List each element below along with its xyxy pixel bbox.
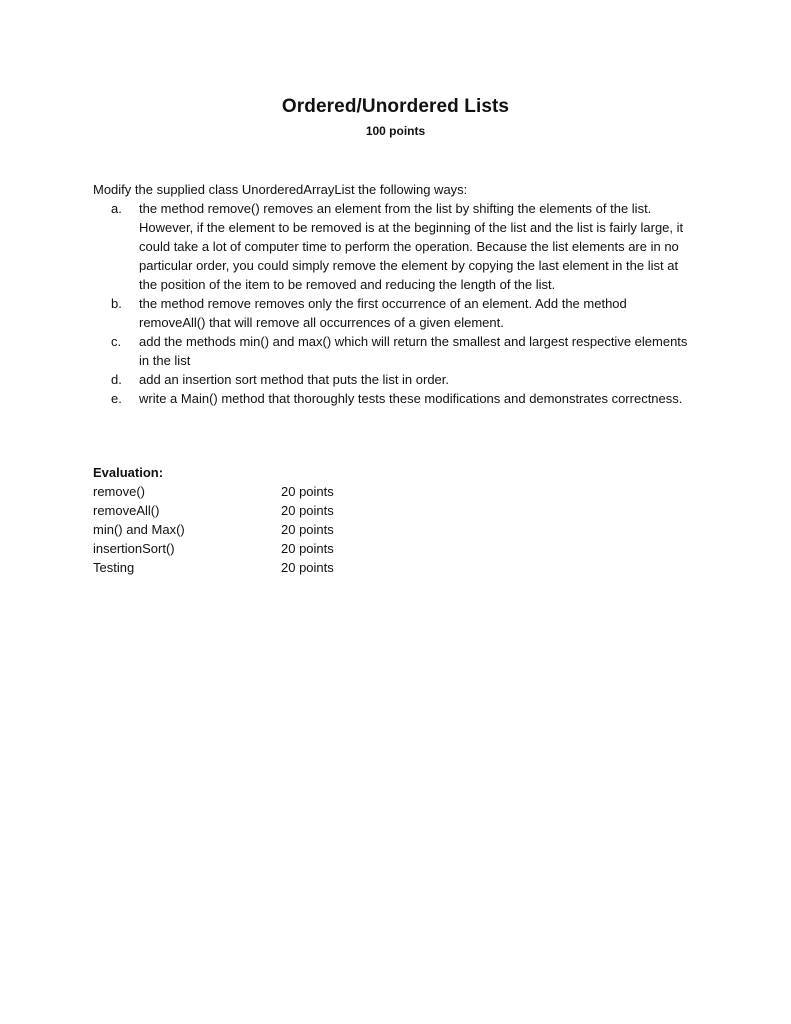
instruction-item-d [93,370,693,389]
instruction-item-b [93,294,693,332]
instructions-intro: Modify the supplied class UnorderedArrayList the following ways: [93,182,468,197]
evaluation-points: 20 points [281,503,334,518]
evaluation-label: Testing [93,560,135,575]
evaluation-table [93,482,413,577]
evaluation-points: 20 points [281,560,334,575]
evaluation-row-min-max [93,520,413,539]
document-subtitle: 100 points [365,124,426,138]
instruction-item-e [93,389,693,408]
instruction-text: add an insertion sort method that puts the list in order. [139,372,450,387]
instruction-text: the method remove() removes an element from the list by shifting the elements of the list. However, if the element to be removed is at the beginning of the list and the list is fairly large, it could take a lot of computer time to perform the operation. Because the list elements are in no particular order, you could simply remove the element by copying the last element in the list at the position of the item to be removed and reducing the length of the list. [139,201,684,292]
evaluation-label: removeAll() [93,503,160,518]
evaluation-points: 20 points [281,522,334,537]
evaluation-label: insertionSort() [93,541,175,556]
instruction-text: the method remove removes only the first occurrence of an element. Add the method removeAll() that will remove all occurrences of a given element. [139,296,627,330]
document-title: Ordered/Unordered Lists [281,96,510,117]
instruction-item-a [93,199,693,294]
evaluation-label: remove() [93,484,146,499]
evaluation-label: min() and Max() [93,522,185,537]
instruction-item-c [93,332,693,370]
instruction-marker: b. [111,296,122,311]
evaluation-row-remove [93,482,413,501]
evaluation-row-testing [93,558,413,577]
evaluation-points: 20 points [281,541,334,556]
evaluation-points: 20 points [281,484,334,499]
instruction-text: write a Main() method that thoroughly tests these modifications and demonstrates correctness. [139,391,683,406]
evaluation-row-insertion-sort [93,539,413,558]
evaluation-heading: Evaluation: [93,465,164,480]
instruction-marker: c. [111,334,122,349]
instruction-marker: e. [111,391,122,406]
instruction-text: add the methods min() and max() which will return the smallest and largest respective elements in the list [139,334,688,368]
instruction-marker: a. [111,201,122,216]
instruction-marker: d. [111,372,122,387]
instructions-list [93,199,693,408]
evaluation-row-remove-all [93,501,413,520]
